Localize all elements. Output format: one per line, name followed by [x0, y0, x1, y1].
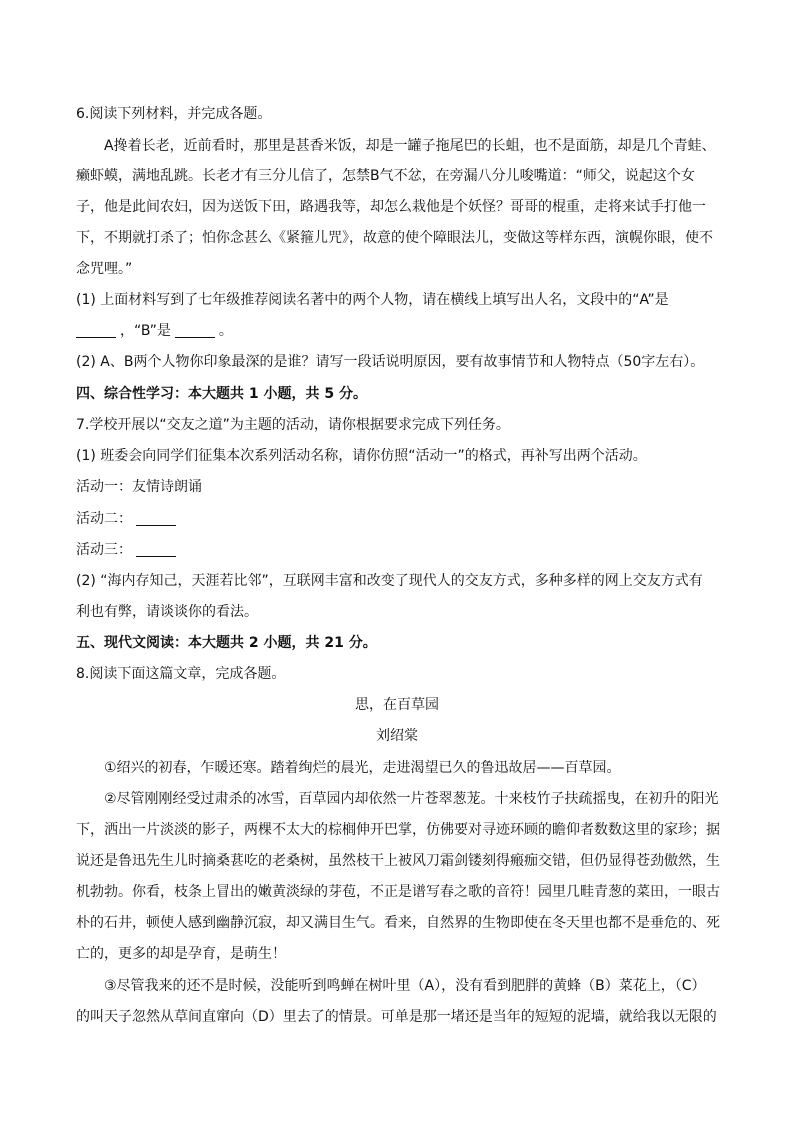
article-paragraph: ②尽管刚刚经受过肃杀的冰雪，百草园内却依然一片苍翠葱茏。十来枝竹子扶疏摇曳，在初升的阳光 — [104, 791, 719, 807]
article-paragraph-line: 朴的石井，顿使人感到幽静沉寂，却又满目生气。看来，自然界的生物即使在冬天里也都不是垂危的、死 — [76, 915, 720, 931]
answer-blank[interactable] — [136, 542, 176, 557]
q7-subquestion-1: (1) 班委会向同学们征集本次系列活动名称，请你仿照“活动一”的格式，再补写出两个活动。 — [76, 448, 647, 464]
q6-subquestion-1: (1) 上面材料写到了七年级推荐阅读名著中的两个人物，请在横线上填写出人名，文段中的“A”是 — [76, 292, 669, 308]
section-4-heading: 四、综合性学习：本大题共 1 小题，共 5 分。 — [76, 386, 367, 402]
article-paragraph-line: 的叫天子忽然从草间直窜向（D）里去了的情景。可单是那一堵还是当年的短短的泥墙，就给我以无限的 — [76, 1009, 717, 1025]
article-author: 刘绍棠 — [376, 728, 418, 744]
article-paragraph-line: 说还是鲁迅先生儿时摘桑葚吃的老桑树，虽然枝干上被风刀霜剑镂刻得瘢痂交错，但仍显得苍劲傲然，生 — [76, 853, 720, 869]
answer-blank[interactable] — [175, 323, 215, 338]
q6-subquestion-2: (2) A、B两个人物你印象最深的是谁？请写一段话说明原因，要有故事情节和人物特点（50字左右）。 — [76, 354, 705, 370]
activity-3-label: 活动三： — [76, 542, 132, 558]
q6-passage-line: A搀着长老，近前看时，那里是甚香米饭，却是一罐子拖尾巴的长蛆，也不是面筋，却是几个青蛙、 — [104, 138, 716, 154]
article-title: 思，在百草园 — [355, 697, 439, 713]
answer-blank[interactable] — [76, 323, 116, 338]
q6-passage-line: 下，不期就打杀了；怕你念甚么《紧箍儿咒》，故意的使个障眼法儿，变做这等样东西，演幌你眼，使不 — [76, 230, 713, 246]
activity-2 — [76, 509, 180, 529]
answer-blank[interactable] — [136, 511, 176, 526]
activity-3 — [76, 540, 180, 560]
section-5-heading: 五、现代文阅读：本大题共 2 小题，共 21 分。 — [76, 635, 377, 651]
article-paragraph-line: 机勃勃。你看，枝条上冒出的嫩黄淡绿的芽苞，不正是谱写春之歌的音符！园里几畦青葱的菜田，一眼古 — [76, 884, 720, 900]
q7-subquestion-2: (2) “海内存知己，天涯若比邻”，互联网丰富和改变了现代人的交友方式，多种多样的网上交友方式有 — [76, 573, 703, 589]
article-paragraph: ①绍兴的初春，乍暖还寒。踏着绚烂的晨光，走进渴望已久的鲁迅故居——百草园。 — [104, 760, 621, 776]
q6-passage-line: 子，他是此间农妇，因为送饭下田，路遇我等，却怎么栽他是个妖怪？哥哥的棍重，走将来试手打他一 — [76, 199, 706, 215]
q6-passage-line: 癞虾蟆，满地乱跳。长老才有三分儿信了，怎禁B气不忿，在旁漏八分儿唆嘴道：“师父，说起这个女 — [76, 168, 695, 184]
activity-1: 活动一：友情诗朗诵 — [76, 479, 202, 495]
article-paragraph: ③尽管我来的还不是时候，没能听到鸣蝉在树叶里（A），没有看到肥胖的黄蜂（B）菜花上，（C） — [104, 978, 706, 994]
blank-label: ，“B”是 — [120, 323, 171, 339]
q7-title: 7.学校开展以“交友之道”为主题的活动，请你根据要求完成下列任务。 — [76, 417, 510, 433]
q8-title: 8.阅读下面这篇文章，完成各题。 — [76, 666, 286, 682]
q7-subquestion-2-cont: 利也有弊，请谈谈你的看法。 — [76, 604, 258, 620]
q6-title: 6.阅读下列材料，并完成各题。 — [76, 106, 272, 122]
article-paragraph-line: 亡的，更多的却是孕育，是萌生！ — [76, 946, 286, 962]
q6-subquestion-1-answer-line — [76, 321, 233, 341]
q6-passage-line: 念咒哩。” — [76, 261, 133, 277]
blank-suffix: 。 — [218, 323, 233, 339]
activity-2-label: 活动二： — [76, 511, 132, 527]
article-paragraph-line: 下，洒出一片淡淡的影子，两棵不太大的棕榈伸开巴掌，仿佛要对寻迹环顾的瞻仰者数数这里的家珍；据 — [76, 822, 720, 838]
